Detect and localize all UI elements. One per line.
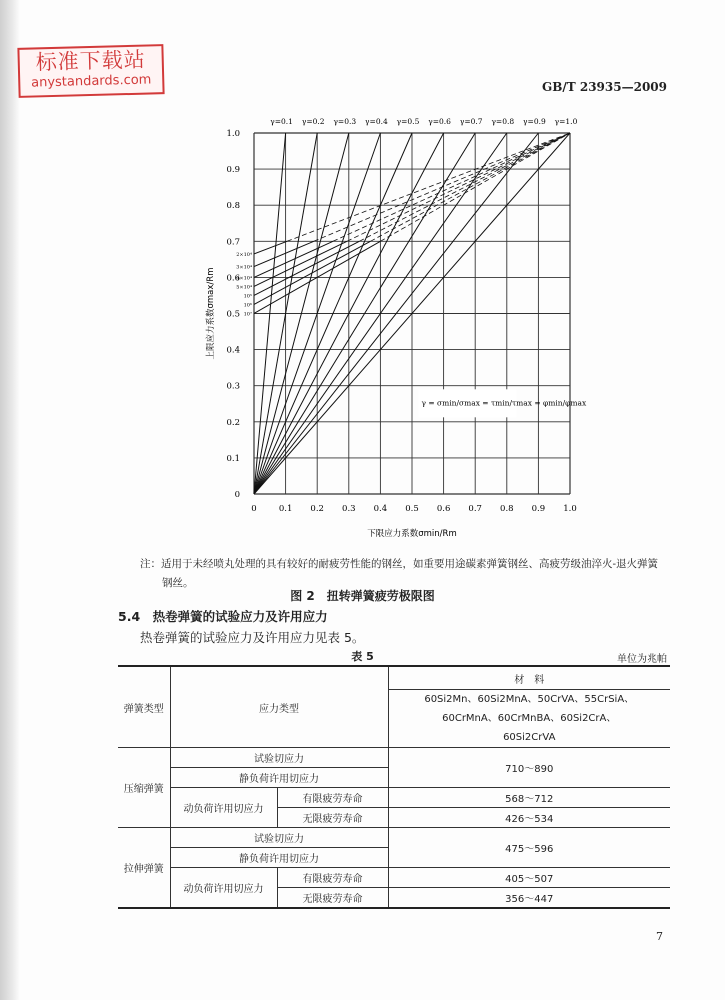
table-row xyxy=(118,828,670,848)
x-tick-label: 0.5 xyxy=(405,504,419,514)
finite-life: 有限疲劳寿命 xyxy=(277,868,388,888)
fatigue-line-dashed xyxy=(287,133,570,241)
x-tick-label: 0.1 xyxy=(278,504,293,514)
gamma-label: γ=0.7 xyxy=(459,117,483,126)
fatigue-line-dashed xyxy=(333,133,570,241)
y-tick-label: 0.1 xyxy=(226,453,240,464)
scan-edge xyxy=(0,0,20,1000)
stress-dynamic: 动负荷许用切应力 xyxy=(170,868,277,909)
finite-life: 有限疲劳寿命 xyxy=(277,788,388,808)
table-header-row xyxy=(118,666,670,690)
stress-static: 静负荷许用切应力 xyxy=(170,848,388,868)
x-axis-label: 下限应力系数σmin/Rm xyxy=(367,529,457,539)
watermark-stamp xyxy=(17,44,164,98)
stamp-en: anystandards.com xyxy=(30,72,152,91)
header-stress-type: 应力类型 xyxy=(170,666,388,748)
paragraph: 热卷弹簧的试验应力及许用应力见表 5。 xyxy=(140,630,365,645)
value-finite: 568～712 xyxy=(388,788,670,808)
stress-dynamic: 动负荷许用切应力 xyxy=(170,788,277,828)
fatigue-line-label: 2×10⁴ xyxy=(236,251,252,258)
note-line-1: 注：适用于未经喷丸处理的具有较好的耐疲劳性能的钢丝，如重要用途碳素弹簧钢丝、高疲劳级油淬火-退火弹簧 xyxy=(140,558,659,570)
gamma-label: γ=0.5 xyxy=(396,117,420,126)
fatigue-line-solid xyxy=(254,241,359,295)
note-line-2: 钢丝。 xyxy=(162,577,194,589)
section-heading xyxy=(118,607,328,625)
figure-caption: 图 2 扭转弹簧疲劳极限图 xyxy=(290,589,435,603)
value-test-static: 710～890 xyxy=(388,748,670,788)
spring-type: 拉伸弹簧 xyxy=(118,828,170,909)
gamma-label: γ=0.3 xyxy=(333,117,357,126)
y-tick-label: 0.3 xyxy=(226,381,240,392)
fatigue-line-label: 3×10⁴ xyxy=(236,264,252,271)
x-tick-label: 0.2 xyxy=(310,504,324,514)
page-number: 7 xyxy=(656,930,663,943)
x-tick-label: 0.9 xyxy=(531,504,546,514)
y-tick-label: 0.2 xyxy=(226,417,240,428)
x-tick-label: 0.7 xyxy=(468,504,482,514)
value-test-static: 475～596 xyxy=(388,828,670,868)
spring-type: 压缩弹簧 xyxy=(118,748,170,828)
gamma-label: γ=0.1 xyxy=(270,117,293,126)
table-title: 表 5 xyxy=(351,650,374,663)
header-material: 材 料 xyxy=(388,666,670,690)
gamma-label: γ=0.6 xyxy=(428,117,451,126)
value-infinite: 356～447 xyxy=(388,888,670,909)
y-tick-label: 0.6 xyxy=(226,273,240,284)
table-unit: 单位为兆帕 xyxy=(617,654,667,665)
x-tick-label: 0.6 xyxy=(436,504,451,514)
value-infinite: 426～534 xyxy=(388,808,670,828)
gamma-label: γ=0.4 xyxy=(365,117,388,126)
infinite-life: 无限疲劳寿命 xyxy=(277,888,388,909)
stress-test: 试验切应力 xyxy=(170,748,388,768)
fatigue-limit-chart xyxy=(195,110,595,540)
infinite-life: 无限疲劳寿命 xyxy=(277,808,388,828)
gamma-label: γ=0.9 xyxy=(523,117,546,126)
stress-table xyxy=(118,665,670,909)
fatigue-line-label: 5×10⁴ xyxy=(236,284,252,291)
gamma-label: γ=1.0 xyxy=(554,117,578,126)
gamma-label: γ=0.2 xyxy=(301,117,325,126)
table-row xyxy=(118,748,670,768)
stress-test: 试验切应力 xyxy=(170,828,388,848)
value-finite: 405～507 xyxy=(388,868,670,888)
y-tick-label: 0.4 xyxy=(226,345,240,356)
header-material-list: 60Si2Mn、60Si2MnA、50CrVA、55CrSiA、60CrMnA、60CrMnBA、60Si2CrA、60Si2CrVA xyxy=(388,690,670,748)
x-tick-label: 0 xyxy=(251,504,257,514)
x-tick-label: 1.0 xyxy=(563,504,577,514)
y-axis-label: 上限应力系数σmax/Rm xyxy=(206,267,216,360)
fatigue-line-label: 10⁵ xyxy=(243,293,252,300)
section-number: 5.4 xyxy=(118,609,141,624)
x-tick-label: 0.8 xyxy=(500,504,514,514)
formula: γ = σmin/σmax = τmin/τmax = φmin/φmax xyxy=(421,398,587,408)
fatigue-line-solid xyxy=(254,241,333,277)
y-tick-label: 1.0 xyxy=(226,129,240,139)
y-tick-label: 0.7 xyxy=(226,237,240,248)
y-tick-label: 0 xyxy=(234,490,240,500)
y-tick-label: 0.5 xyxy=(226,309,240,320)
fatigue-line-dashed xyxy=(370,133,570,241)
gamma-label: γ=0.8 xyxy=(491,117,515,126)
x-tick-label: 0.3 xyxy=(342,504,356,514)
standard-number: GB/T 23935—2009 xyxy=(541,80,667,94)
section-title: 热卷弹簧的试验应力及许用应力 xyxy=(152,609,328,624)
x-tick-label: 0.4 xyxy=(373,504,388,514)
fatigue-line-label: 10⁶ xyxy=(243,302,252,309)
fatigue-line-label: 10⁷ xyxy=(243,311,252,318)
fatigue-line-solid xyxy=(254,241,287,254)
fatigue-line-label: 4×10⁴ xyxy=(236,275,252,282)
header-spring-type: 弹簧类型 xyxy=(118,666,170,748)
stress-static: 静负荷许用切应力 xyxy=(170,768,388,788)
y-tick-label: 0.9 xyxy=(226,165,240,176)
y-tick-label: 0.8 xyxy=(226,201,240,212)
stamp-cn: 标准下载站 xyxy=(35,47,147,75)
